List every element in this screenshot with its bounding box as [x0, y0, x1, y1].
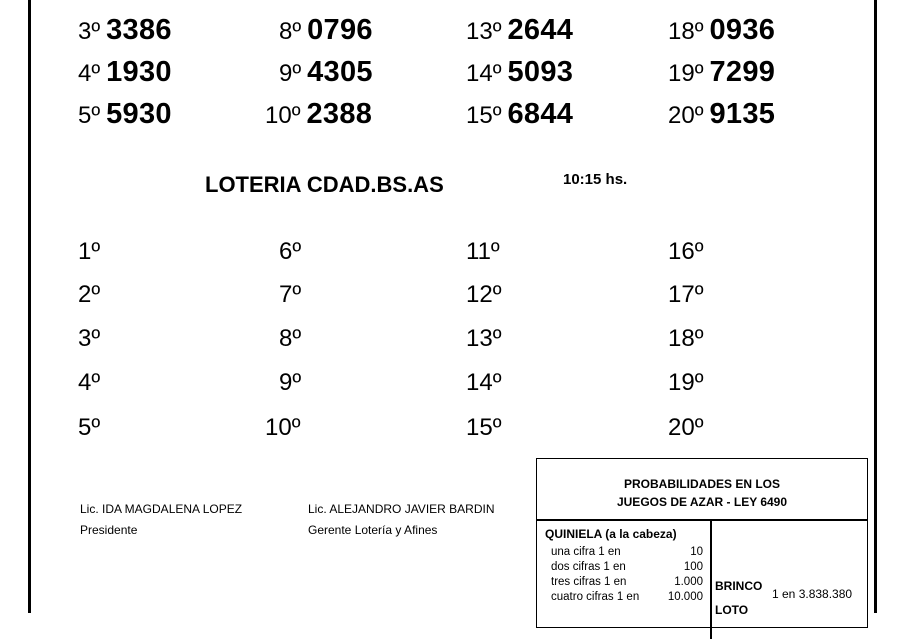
result-number: 0796	[307, 14, 373, 46]
result-number: 6844	[507, 98, 574, 130]
position-label: 3º	[78, 325, 101, 352]
position-label: 15º	[466, 414, 502, 441]
probabilities-title-line1: PROBABILIDADES EN LOS	[623, 477, 780, 491]
result-number: 9135	[709, 98, 776, 130]
result-number: 3386	[106, 14, 172, 46]
position-label: 20º	[668, 414, 704, 441]
frame-border-left	[28, 0, 31, 613]
probabilities-divider	[537, 519, 867, 521]
position-label: 12º	[466, 281, 502, 308]
brinco-label: BRINCO	[715, 579, 763, 593]
result-cell	[466, 14, 573, 47]
result-number: 2644	[507, 14, 574, 46]
quiniela-row-value: 100	[683, 561, 703, 573]
position-label: 1º	[78, 238, 101, 265]
probabilities-title-line2: JUEGOS DE AZAR - LEY 6490	[616, 495, 788, 509]
quiniela-row-value: 1.000	[674, 576, 703, 588]
signature-name: Lic. IDA MAGDALENA LOPEZ	[80, 502, 243, 516]
position-label: 2º	[78, 281, 101, 308]
position-label: 7º	[279, 281, 302, 308]
result-position: 15º	[466, 102, 502, 129]
probabilities-box	[536, 458, 868, 628]
result-number: 0936	[709, 14, 776, 46]
result-number: 5930	[106, 98, 172, 130]
result-cell	[668, 56, 775, 89]
position-label: 11º	[466, 238, 500, 265]
signature-name: Lic. ALEJANDRO JAVIER BARDIN	[308, 502, 495, 516]
result-position: 10º	[265, 102, 301, 129]
position-label: 6º	[279, 238, 302, 265]
signature-role: Gerente Lotería y Afines	[308, 523, 438, 537]
quiniela-row-label: cuatro cifras 1 en	[551, 591, 640, 603]
result-number: 7299	[709, 56, 776, 88]
probabilities-column-divider	[710, 519, 712, 639]
result-cell	[466, 56, 573, 89]
position-label: 8º	[279, 325, 302, 352]
result-cell	[279, 56, 373, 89]
result-position: 13º	[466, 18, 502, 45]
result-cell	[466, 98, 573, 131]
result-position: 5º	[78, 102, 101, 129]
position-label: 10º	[265, 414, 301, 441]
position-label: 13º	[466, 325, 502, 352]
result-cell	[78, 56, 172, 89]
result-position: 19º	[668, 60, 704, 87]
draw-title: LOTERIA CDAD.BS.AS	[205, 172, 444, 197]
result-cell	[668, 98, 775, 131]
result-position: 4º	[78, 60, 101, 87]
frame-border-right	[874, 0, 877, 613]
result-cell	[668, 14, 775, 47]
result-number: 4305	[307, 56, 373, 88]
result-position: 3º	[78, 18, 101, 45]
result-position: 8º	[279, 18, 302, 45]
result-number: 5093	[507, 56, 574, 88]
quiniela-title: QUINIELA (a la cabeza)	[545, 527, 677, 541]
result-cell	[78, 14, 172, 47]
result-cell	[78, 98, 172, 131]
quiniela-row-value: 10	[690, 546, 703, 558]
position-label: 18º	[668, 325, 704, 352]
result-position: 20º	[668, 102, 704, 129]
result-number: 2388	[306, 98, 373, 130]
brinco-value: 1 en 3.838.380	[772, 587, 853, 601]
signature-manager	[308, 499, 495, 541]
position-label: 16º	[668, 238, 704, 265]
position-label: 14º	[466, 369, 502, 396]
quiniela-row-label: dos cifras 1 en	[551, 561, 626, 573]
result-number: 1930	[106, 56, 172, 88]
result-position: 14º	[466, 60, 502, 87]
signature-role: Presidente	[80, 523, 138, 537]
signature-president	[80, 499, 242, 541]
quiniela-row-label: una cifra 1 en	[551, 546, 621, 558]
position-label: 17º	[668, 281, 704, 308]
draw-time: 10:15 hs.	[563, 171, 628, 188]
quiniela-row-value: 10.000	[667, 591, 703, 603]
position-label: 5º	[78, 414, 101, 441]
result-cell	[279, 14, 373, 47]
quiniela-row-label: tres cifras 1 en	[551, 576, 627, 588]
loto-label: LOTO	[715, 603, 749, 617]
position-label: 4º	[78, 369, 101, 396]
result-cell	[265, 98, 372, 131]
probabilities-title	[537, 475, 867, 511]
position-label: 19º	[668, 369, 704, 396]
result-position: 18º	[668, 18, 704, 45]
position-label: 9º	[279, 369, 302, 396]
result-position: 9º	[279, 60, 302, 87]
